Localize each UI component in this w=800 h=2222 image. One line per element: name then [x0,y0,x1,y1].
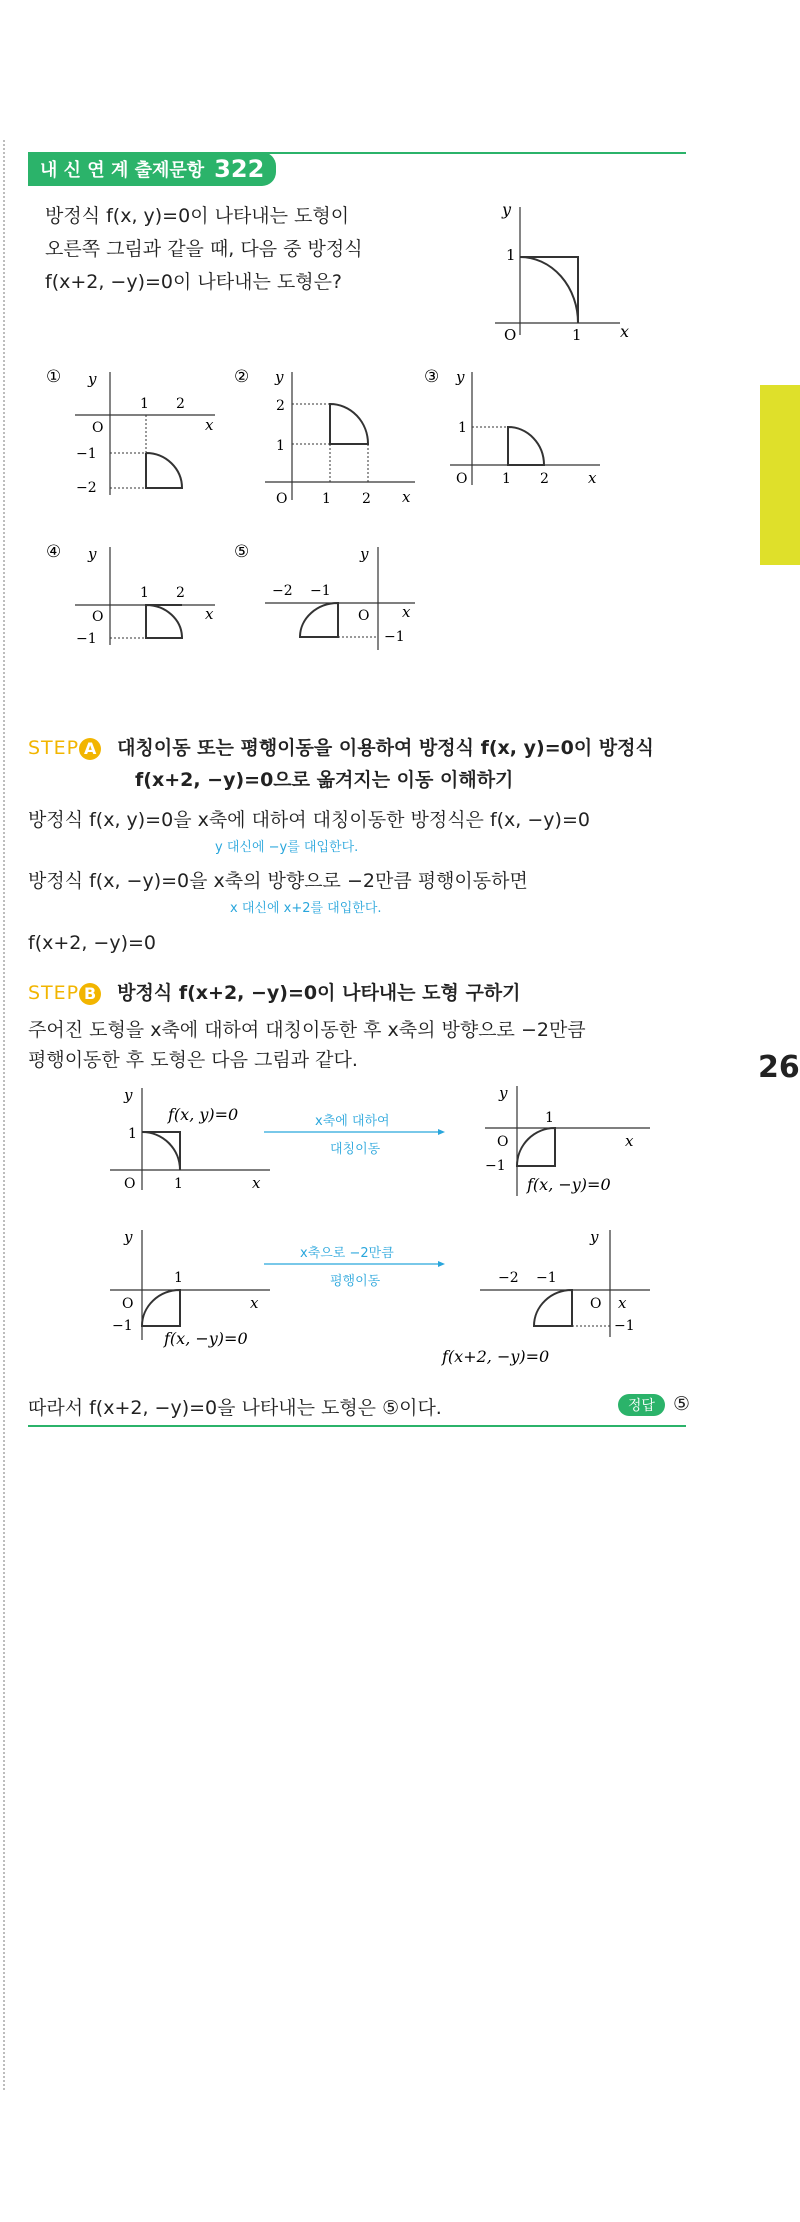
svg-text:y: y [360,545,369,563]
fig-original [100,1080,280,1200]
step-b-letter: B [79,983,101,1005]
fig-translated-label: f(x+2, −y)=0 [442,1347,550,1366]
svg-text:O: O [456,471,468,487]
step-a-heading [28,733,654,760]
step-a-title-1: 대칭이동 또는 평행이동을 이용하여 방정식 f(x, y)=0이 방정식 [117,737,654,759]
choice-graph-3 [420,360,610,500]
svg-text:1: 1 [506,246,516,264]
fig-translated [440,1222,660,1372]
svg-text:1: 1 [140,396,149,412]
svg-text:x: x [252,1174,261,1192]
arrow-1-bottom: 대칭이동 [330,1142,381,1157]
svg-text:−1: −1 [536,1270,557,1286]
choice-graph-5 [230,535,430,655]
problem-header [28,152,276,186]
svg-text:x: x [588,469,597,487]
svg-text:y: y [499,1084,508,1102]
arrow-2 [262,1259,447,1269]
svg-text:y: y [88,545,97,563]
svg-text:y: y [88,370,97,388]
svg-text:y: y [124,1228,133,1246]
svg-text:2: 2 [540,471,549,487]
svg-text:−1: −1 [384,629,405,645]
svg-text:O: O [92,420,104,436]
svg-text:2: 2 [176,396,185,412]
arrow-1 [262,1127,447,1137]
svg-text:1: 1 [174,1270,183,1286]
choice-graph-1 [40,360,230,500]
question-line-3: f(x+2, −y)=0이 나타내는 도형은? [45,271,343,293]
given-graph [470,195,630,345]
svg-text:1: 1 [128,1126,137,1142]
svg-text:1: 1 [140,585,149,601]
svg-text:2: 2 [176,585,185,601]
svg-text:y: y [275,368,284,386]
svg-text:O: O [92,609,104,625]
fig-reflected [475,1078,660,1203]
fig-reflected-label: f(x, −y)=0 [527,1175,611,1194]
svg-text:x: x [250,1294,259,1312]
step-a-letter: A [79,738,101,760]
svg-text:−1: −1 [485,1158,506,1174]
svg-text:O: O [504,326,517,344]
answer-value: ⑤ [672,1393,690,1415]
fig-reflected-2 [100,1222,280,1352]
svg-text:−1: −1 [76,446,97,462]
question-line-2: 오른쪽 그림과 같을 때, 다음 중 방정식 [45,238,363,260]
svg-text:1: 1 [174,1176,183,1192]
svg-text:−2: −2 [272,583,293,599]
question-line-1: 방정식 f(x, y)=0이 나타내는 도형이 [45,205,350,227]
step-a-note-2: x 대신에 x+2를 대입한다. [230,901,382,916]
svg-text:y: y [502,200,512,219]
svg-text:1: 1 [545,1110,554,1126]
svg-text:1: 1 [458,420,467,436]
svg-text:1: 1 [276,438,285,454]
svg-text:x: x [205,605,214,623]
choice-3-label: ③ [424,367,440,387]
step-a-title-2: f(x+2, −y)=0으로 옮겨지는 이동 이해하기 [135,769,514,791]
answer-badge: 정답 [618,1394,665,1416]
step-b-heading [28,978,521,1005]
left-dotted-rule [3,140,5,2090]
svg-text:2: 2 [362,491,371,507]
step-a-line-3: f(x+2, −y)=0 [28,932,157,954]
svg-text:−1: −1 [76,631,97,647]
svg-text:y: y [590,1228,599,1246]
svg-text:−1: −1 [112,1318,133,1334]
svg-text:x: x [205,416,214,434]
step-a-note-1: y 대신에 −y를 대입한다. [215,840,359,855]
question-text [45,200,363,299]
svg-text:O: O [497,1134,509,1150]
svg-text:x: x [402,488,411,506]
svg-text:−2: −2 [498,1270,519,1286]
svg-text:1: 1 [322,491,331,507]
step-a-line-2: 방정식 f(x, −y)=0을 x축의 방향으로 −2만큼 평행이동하면 [28,870,528,892]
svg-text:−2: −2 [76,480,97,496]
svg-text:O: O [124,1176,136,1192]
header-label: 내 신 연 계 출제문항 [40,160,205,181]
svg-text:2: 2 [276,398,285,414]
svg-text:y: y [124,1086,133,1104]
step-b-label: STEP [28,982,80,1004]
svg-text:O: O [122,1296,134,1312]
conclusion: 따라서 f(x+2, −y)=0을 나타내는 도형은 ⑤이다. [28,1397,442,1419]
svg-text:x: x [618,1294,627,1312]
svg-text:x: x [625,1132,634,1150]
choice-graph-2 [230,360,420,510]
choice-4-label: ④ [46,542,62,562]
choice-2-label: ② [234,367,250,387]
side-tab [760,385,800,565]
fig-original-label: f(x, y)=0 [168,1105,239,1124]
step-a-line-1: 방정식 f(x, y)=0을 x축에 대하여 대칭이동한 방정식은 f(x, −y)=0 [28,809,590,831]
svg-text:O: O [276,491,288,507]
arrow-2-bottom: 평행이동 [330,1274,381,1289]
svg-text:−1: −1 [310,583,331,599]
step-b-title: 방정식 f(x+2, −y)=0이 나타내는 도형 구하기 [117,982,521,1004]
answer [618,1393,690,1416]
step-a-label: STEP [28,737,80,759]
arrow-1-top: x축에 대하여 [315,1114,390,1129]
choice-5-label: ⑤ [234,542,250,562]
fig-reflected-2-label: f(x, −y)=0 [164,1329,248,1348]
step-b-line-1: 주어진 도형을 x축에 대하여 대칭이동한 후 x축의 방향으로 −2만큼 [28,1019,586,1041]
step-b-line-2: 평행이동한 후 도형은 다음 그림과 같다. [28,1049,358,1071]
choice-graph-4 [40,535,230,655]
svg-text:1: 1 [502,471,511,487]
svg-text:y: y [456,368,465,386]
arrow-2-top: x축으로 −2만큼 [300,1246,394,1261]
bottom-rule [28,1425,686,1427]
choice-1-label: ① [46,367,62,387]
svg-text:−1: −1 [614,1318,635,1334]
page-number: 26 [758,1050,800,1085]
svg-text:O: O [358,608,370,624]
problem-number: 322 [214,155,265,183]
svg-text:x: x [620,322,630,341]
svg-text:x: x [402,603,411,621]
svg-text:O: O [590,1296,602,1312]
svg-text:1: 1 [572,326,582,344]
